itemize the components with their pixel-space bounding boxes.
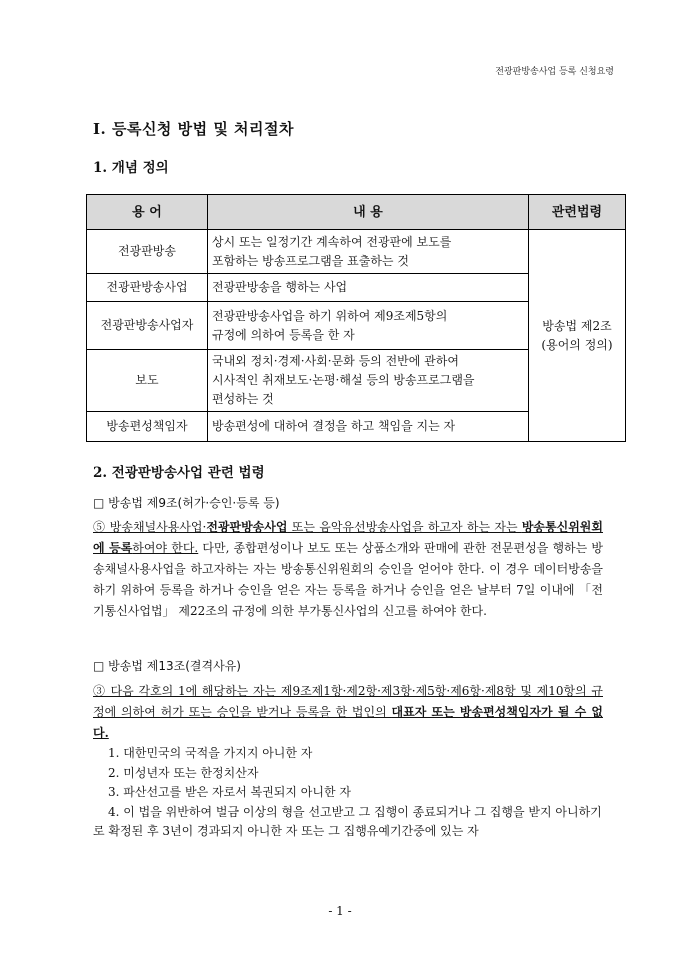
content-line: 편성하는 것 [212, 392, 274, 406]
header-term: 용 어 [87, 195, 208, 230]
header-content: 내 용 [208, 195, 529, 230]
content-cell [208, 274, 529, 302]
subsection-title-laws: 2. 전광판방송사업 관련 법령 [93, 465, 265, 481]
law13-paragraph [93, 681, 603, 744]
running-header: 전광판방송사업 등록 신청요령 [495, 67, 614, 77]
content-cell [208, 302, 529, 350]
law9-heading: □ 방송법 제9조(허가·승인·등록 등) [93, 496, 280, 510]
law9-seg1: ⑤ 방송채널사용사업· [93, 520, 207, 534]
term-cell: 전광판방송사업 [87, 274, 208, 302]
law9-seg4: 방송통신위원회에 등록 [93, 520, 603, 555]
content-line: 규정에 의하여 등록을 한 자 [212, 327, 355, 342]
law13-seg1: ③ 다음 각호의 1에 해당하는 자는 제9조제1항·제2항·제3항·제5항·제6항·제8항 및 제10항의 규정에 의하여 허가 또는 승인을 받거나 등록을 한 법인의 [93, 684, 603, 719]
law9-seg2: 전광판방송사업 [206, 520, 288, 534]
law-line: (용어의 정의) [541, 337, 613, 352]
page-number: - 1 - [328, 904, 352, 918]
content-cell [208, 230, 529, 274]
list-item: 1. 대한민국의 국적을 가지지 아니한 자 [108, 746, 313, 760]
content-line: 전광판방송을 행하는 사업 [212, 280, 348, 294]
law9-seg3: 또는 음악유선방송사업을 하고자 하는 자는 [287, 520, 522, 534]
term-cell: 방송편성책임자 [87, 412, 208, 442]
definitions-table [86, 194, 626, 442]
list-item: 4. 이 법을 위반하여 벌금 이상의 형을 선고받고 그 집행이 종료되거나 그 집행을 받지 아니하기로 확정된 후 3년이 경과되지 아니한 자 또는 그 집행유예기간중에 있는 자 [93, 804, 602, 838]
section-title: Ⅰ. 등록신청 방법 및 처리절차 [93, 120, 295, 138]
content-line: 방송편성에 대하여 결정을 하고 책임을 지는 자 [212, 419, 456, 433]
law-cell [529, 230, 626, 442]
content-cell [208, 350, 529, 412]
content-cell [208, 412, 529, 442]
header-law: 관련법령 [529, 195, 626, 230]
content-line: 시사적인 취재보도·논평·해설 등의 방송프로그램을 [212, 373, 475, 387]
subsection-title-definitions: 1. 개념 정의 [93, 160, 169, 176]
disqualification-list [93, 744, 608, 842]
list-item: 2. 미성년자 또는 한정치산자 [108, 765, 259, 780]
law13-heading: □ 방송법 제13조(결격사유) [93, 659, 241, 673]
law9-paragraph [93, 517, 603, 622]
table-row [87, 230, 626, 274]
content-line: 국내외 정치·경제·사회·문화 등의 전반에 관하여 [212, 354, 459, 368]
term-cell: 보도 [87, 350, 208, 412]
content-line: 전광판방송사업을 하기 위하여 제9조제5항의 [212, 308, 448, 323]
content-line: 상시 또는 일정기간 계속하여 전광판에 보도를 [212, 234, 452, 249]
law9-seg5: 하여야 한다. [132, 541, 199, 555]
law13-seg2: 대표자 또는 방송편성책임자가 될 수 없다. [93, 705, 603, 740]
term-cell: 전광판방송사업자 [87, 302, 208, 350]
law-line: 방송법 제2조 [542, 318, 612, 333]
law9-seg6: 다만, 종합편성이나 보도 또는 상품소개와 판매에 관한 전문편성을 행하는 방송채널사용사업을 하고자하는 자는 방송통신위원회의 승인을 얻어야 한다. 이 경우 데이터방송을 하기 위하여 등록을 하거나 승인을 얻은 자는 등록을 하거나 승인을 얻은 날부터 7일 이내에 「전기통신사업법」 제22조의 규정에 의한 부가통신사업의 신고를 하여야 한다. [93, 541, 603, 618]
term-cell: 전광판방송 [87, 230, 208, 274]
list-item: 3. 파산선고를 받은 자로서 복권되지 아니한 자 [108, 785, 351, 799]
table-header-row [87, 195, 626, 230]
content-line: 포함하는 방송프로그램을 표출하는 것 [212, 253, 409, 268]
